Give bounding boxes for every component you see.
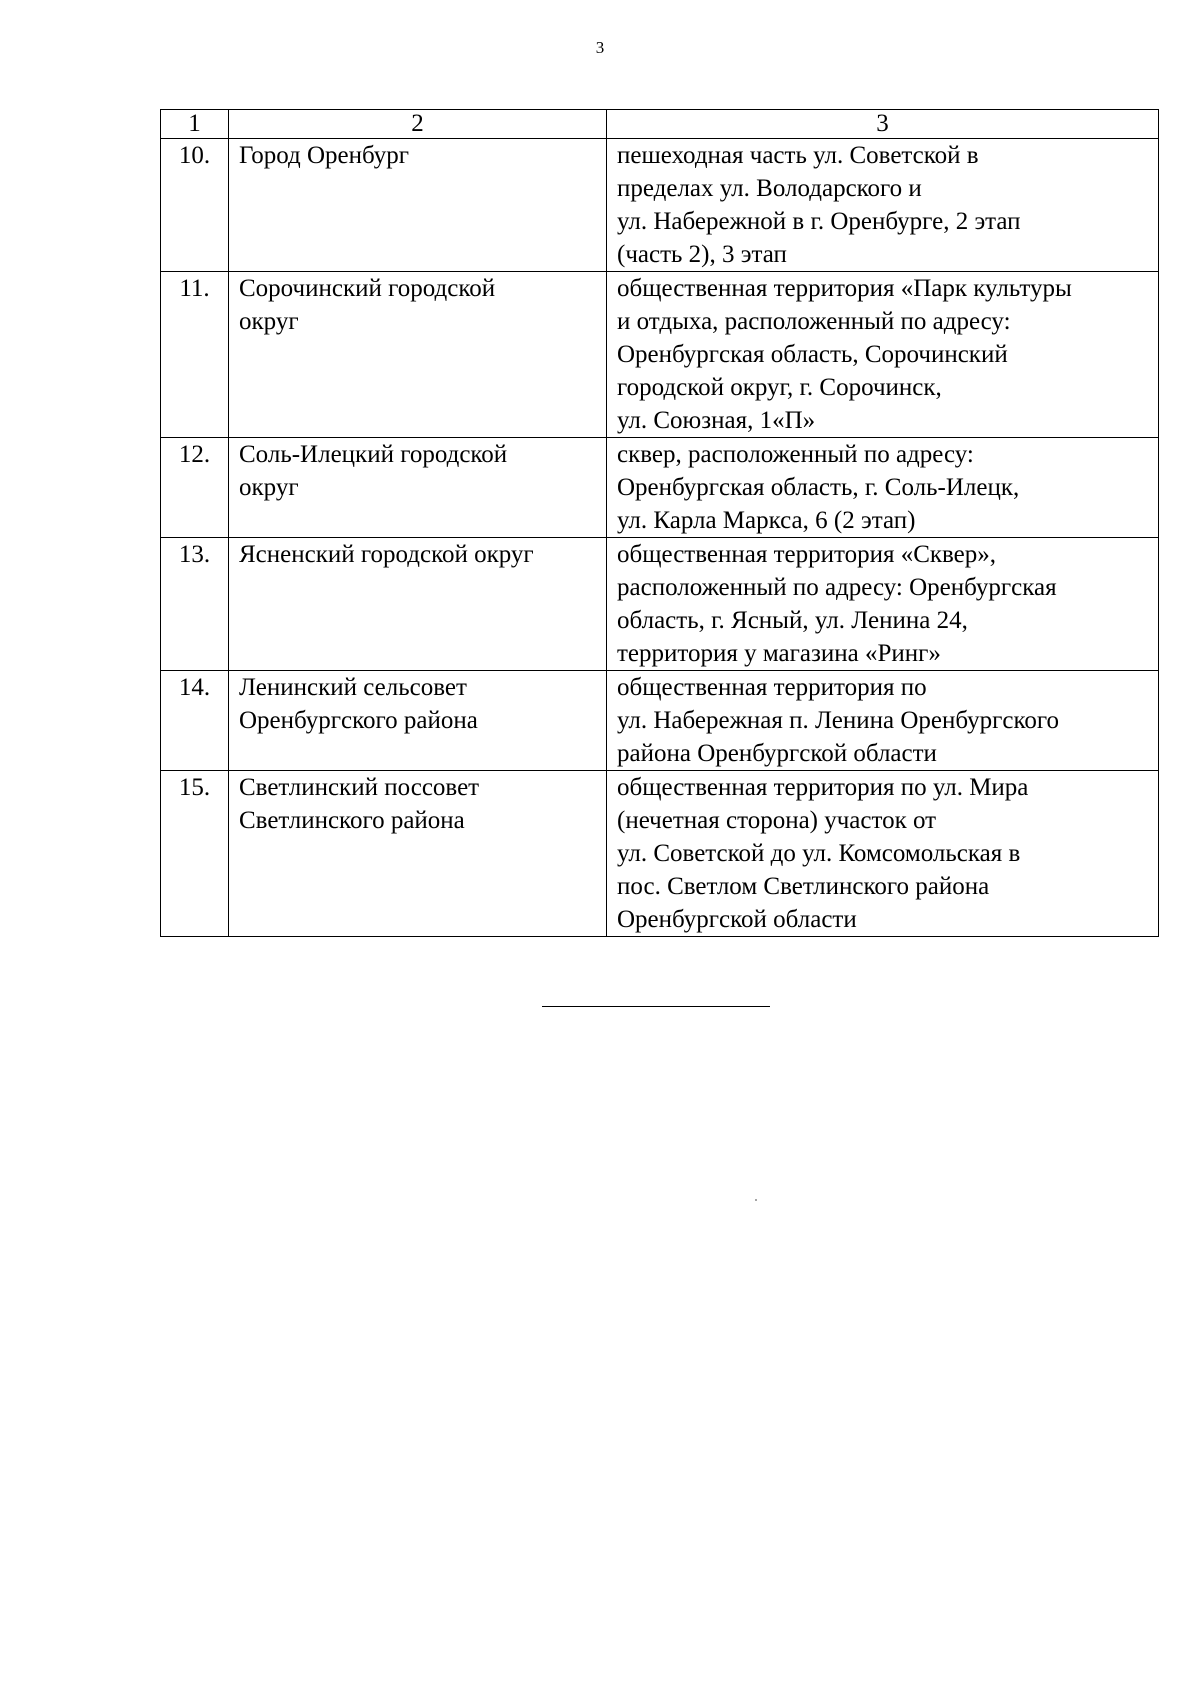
column-header-3: 3 xyxy=(607,110,1159,139)
territory-line: района Оренбургской области xyxy=(617,740,937,767)
municipality-line: Светлинский поссовет xyxy=(239,774,480,801)
territory-line: ул. Набережной в г. Оренбурге, 2 этап xyxy=(617,208,1021,235)
column-header-1: 1 xyxy=(161,110,229,139)
municipality-cell xyxy=(229,671,607,771)
territory-cell xyxy=(607,538,1159,671)
row-number: 14. xyxy=(161,671,229,771)
end-of-document-rule xyxy=(542,1006,770,1007)
territory-line: Оренбургская область, г. Соль-Илецк, xyxy=(617,474,1020,501)
municipality-line: Оренбургского района xyxy=(239,707,478,734)
territory-line: общественная территория «Сквер», xyxy=(617,541,997,568)
municipality-line: округ xyxy=(239,308,299,335)
territory-line: пределах ул. Володарского и xyxy=(617,175,922,202)
territory-line: ул. Союзная, 1«П» xyxy=(617,407,816,434)
territory-line: Оренбургская область, Сорочинский xyxy=(617,341,1008,368)
page-number: 3 xyxy=(595,38,605,57)
territory-line: общественная территория «Парк культуры xyxy=(617,275,1072,302)
territory-line: территория у магазина «Ринг» xyxy=(617,640,941,667)
territory-line: и отдыха, расположенный по адресу: xyxy=(617,308,1011,335)
table-row xyxy=(161,438,1159,538)
municipality-line: Соль-Илецкий городской xyxy=(239,441,508,468)
territory-line: ул. Советской до ул. Комсомольская в xyxy=(617,840,1021,867)
municipality-cell xyxy=(229,438,607,538)
territory-line: общественная территория по xyxy=(617,674,927,701)
territory-line: сквер, расположенный по адресу: xyxy=(617,441,974,468)
municipality-cell xyxy=(229,538,607,671)
table-header-row xyxy=(161,110,1159,139)
municipality-cell xyxy=(229,139,607,272)
municipality-cell xyxy=(229,771,607,937)
row-number: 10. xyxy=(161,139,229,272)
municipality-cell xyxy=(229,272,607,438)
territories-table xyxy=(160,109,1159,937)
territory-cell xyxy=(607,438,1159,538)
row-number: 15. xyxy=(161,771,229,937)
scan-speck xyxy=(755,1199,757,1201)
territory-line: расположенный по адресу: Оренбургская xyxy=(617,574,1057,601)
territory-line: (нечетная сторона) участок от xyxy=(617,807,937,834)
municipality-line: Светлинского района xyxy=(239,807,465,834)
territory-line: общественная территория по ул. Мира xyxy=(617,774,1029,801)
territory-line: пос. Светлом Светлинского района xyxy=(617,873,990,900)
table-row xyxy=(161,538,1159,671)
territory-cell xyxy=(607,139,1159,272)
table-row xyxy=(161,771,1159,937)
territory-line: городской округ, г. Сорочинск, xyxy=(617,374,942,401)
row-number: 12. xyxy=(161,438,229,538)
municipality-line: округ xyxy=(239,474,299,501)
table-row xyxy=(161,671,1159,771)
territory-cell xyxy=(607,272,1159,438)
column-header-2: 2 xyxy=(229,110,607,139)
table-row xyxy=(161,272,1159,438)
territory-cell xyxy=(607,771,1159,937)
territory-line: (часть 2), 3 этап xyxy=(617,241,787,268)
municipality-line: Город Оренбург xyxy=(239,142,410,169)
territory-line: область, г. Ясный, ул. Ленина 24, xyxy=(617,607,968,634)
municipality-line: Ясненский городской округ xyxy=(239,541,534,568)
territory-line: ул. Карла Маркса, 6 (2 этап) xyxy=(617,507,916,534)
territory-line: Оренбургской области xyxy=(617,906,857,933)
territory-line: пешеходная часть ул. Советской в xyxy=(617,142,979,169)
municipality-line: Сорочинский городской xyxy=(239,275,496,302)
territory-line: ул. Набережная п. Ленина Оренбургского xyxy=(617,707,1060,734)
municipality-line: Ленинский сельсовет xyxy=(239,674,467,701)
territory-cell xyxy=(607,671,1159,771)
row-number: 11. xyxy=(161,272,229,438)
table-row xyxy=(161,139,1159,272)
row-number: 13. xyxy=(161,538,229,671)
